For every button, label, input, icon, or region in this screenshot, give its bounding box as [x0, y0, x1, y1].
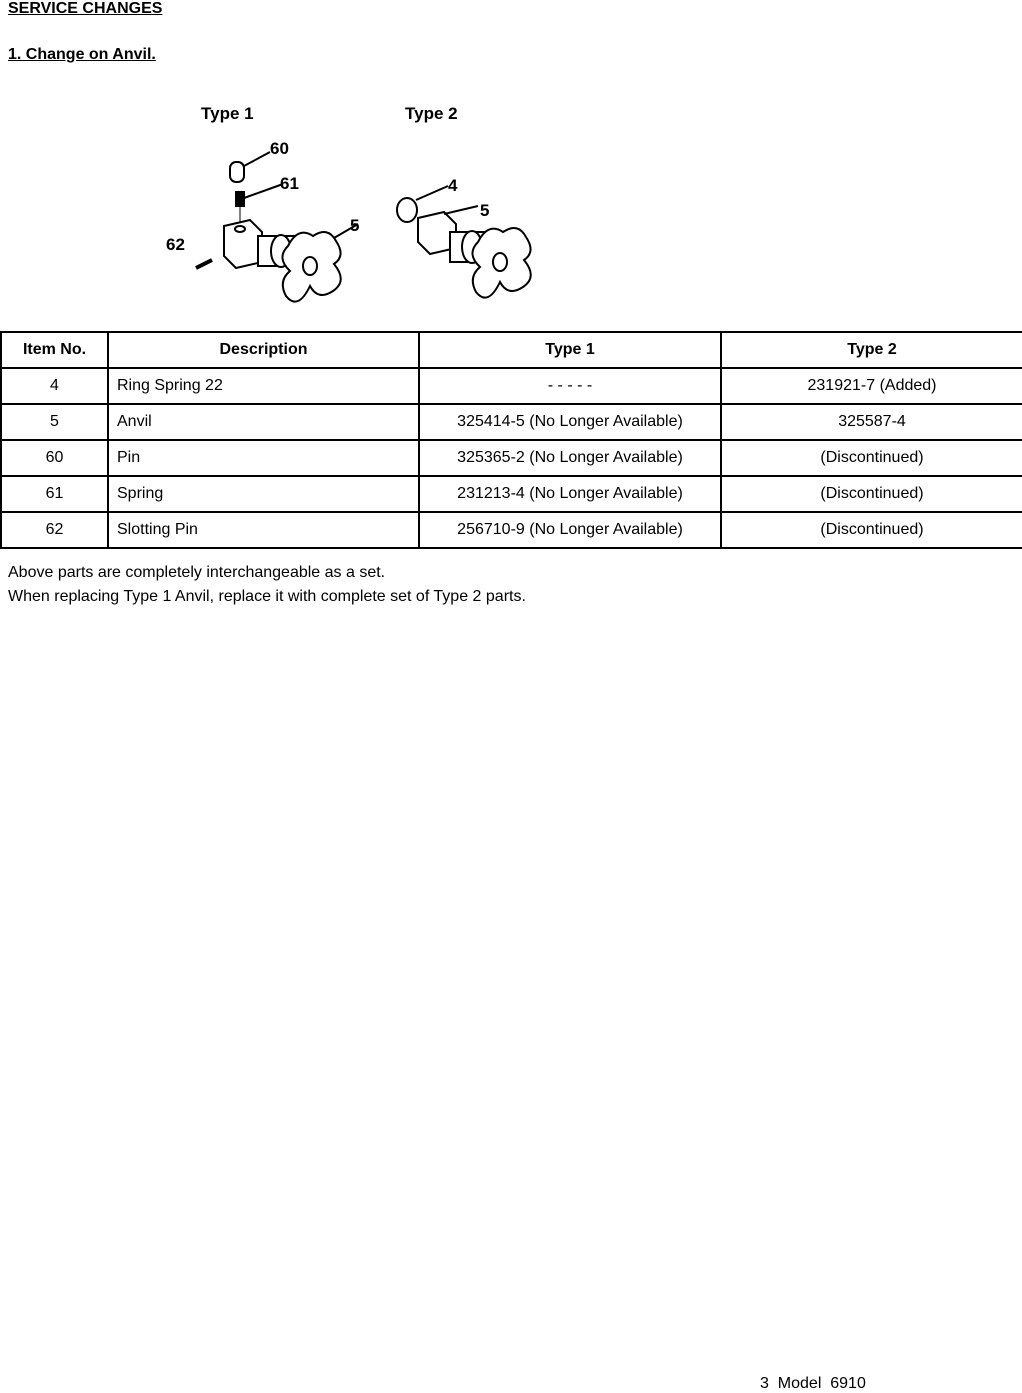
cell-item-no: 5 [1, 404, 108, 440]
cell-type2: 325587-4 [721, 404, 1022, 440]
header-item-no: Item No. [1, 332, 108, 368]
type1-anvil-drawing [196, 152, 358, 302]
header-type1: Type 1 [419, 332, 721, 368]
cell-item-no: 61 [1, 476, 108, 512]
cell-item-no: 62 [1, 512, 108, 548]
cell-type1: 231213-4 (No Longer Available) [419, 476, 721, 512]
note-replacement: When replacing Type 1 Anvil, replace it with complete set of Type 2 parts. [8, 588, 526, 605]
page-footer: 3 Model 6910 [760, 1375, 866, 1392]
header-type2: Type 2 [721, 332, 1022, 368]
table-row [1, 476, 1022, 512]
parts-table [0, 331, 1022, 549]
table-row [1, 368, 1022, 404]
anvil-parts-figure [138, 86, 548, 322]
callout-4: 4 [448, 176, 458, 195]
type2-label: Type 2 [405, 104, 458, 123]
callout-62: 62 [166, 235, 185, 254]
cell-description: Pin [108, 440, 419, 476]
cell-description: Slotting Pin [108, 512, 419, 548]
header-description: Description [108, 332, 419, 368]
table-row [1, 404, 1022, 440]
callout-5-type2: 5 [480, 201, 490, 220]
table-header-row [1, 332, 1022, 368]
note-interchangeable: Above parts are completely interchangeable as a set. [8, 564, 386, 581]
cell-type1: 325365-2 (No Longer Available) [419, 440, 721, 476]
cell-type2: (Discontinued) [721, 476, 1022, 512]
table-row [1, 512, 1022, 548]
cell-type1: - - - - - [419, 368, 721, 404]
cell-type2: (Discontinued) [721, 440, 1022, 476]
callout-5-type1: 5 [350, 216, 360, 235]
cell-type1: 256710-9 (No Longer Available) [419, 512, 721, 548]
type2-anvil-drawing [397, 186, 531, 298]
cell-item-no: 60 [1, 440, 108, 476]
cell-description: Spring [108, 476, 419, 512]
cell-description: Anvil [108, 404, 419, 440]
callout-60: 60 [270, 139, 289, 158]
cell-type2: 231921-7 (Added) [721, 368, 1022, 404]
cell-description: Ring Spring 22 [108, 368, 419, 404]
cell-type1: 325414-5 (No Longer Available) [419, 404, 721, 440]
table-row [1, 440, 1022, 476]
callout-61: 61 [280, 174, 299, 193]
type1-label: Type 1 [201, 104, 254, 123]
subsection-title: 1. Change on Anvil. [8, 46, 156, 63]
cell-type2: (Discontinued) [721, 512, 1022, 548]
cell-item-no: 4 [1, 368, 108, 404]
section-title: SERVICE CHANGES [8, 0, 163, 17]
